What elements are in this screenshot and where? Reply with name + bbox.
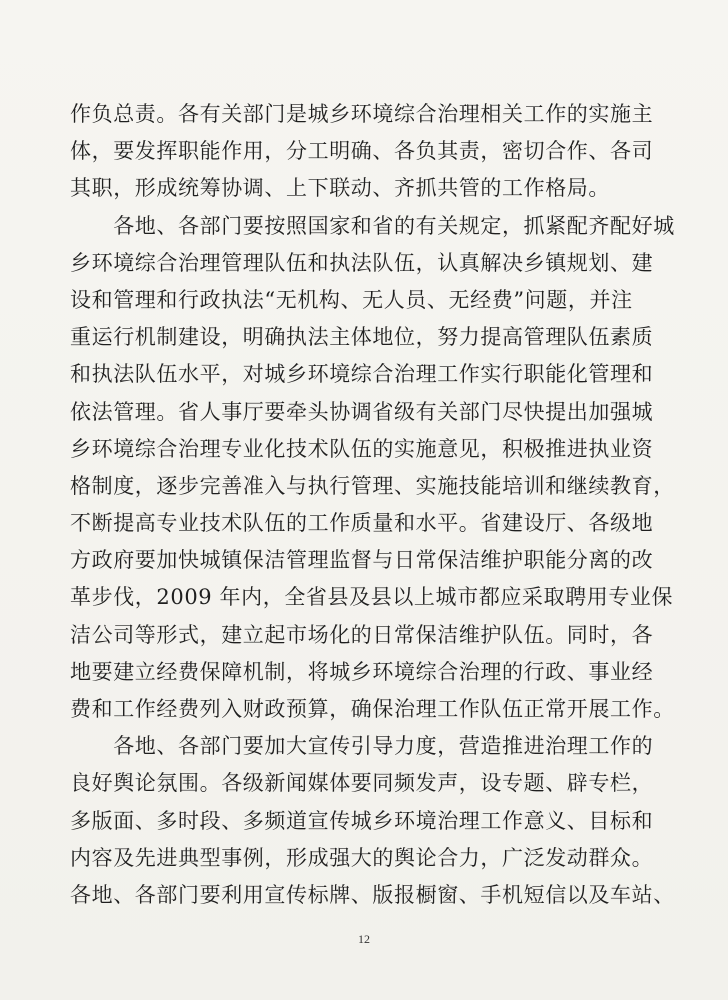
text-line: 革步伐，2009 年内，全省县及县以上城市都应采取聘用专业保 <box>70 585 674 610</box>
text-line: 和执法队伍水平，对城乡环境综合治理工作实行职能化管理和 <box>70 362 654 387</box>
text-line: 乡环境综合治理管理队伍和执法队伍，认真解决乡镇规划、建 <box>70 250 654 275</box>
text-line: 良好舆论氛围。各级新闻媒体要同频发声，设专题、辟专栏， <box>70 771 654 796</box>
text-line: 依法管理。省人事厅要牵头协调省级有关部门尽快提出加强城 <box>70 399 654 424</box>
text-line: 各地、各部门要加大宣传引导力度，营造推进治理工作的 <box>70 734 654 759</box>
text-line: 乡环境综合治理专业化技术队伍的实施意见，积极推进执业资 <box>70 436 654 461</box>
text-line: 洁公司等形式，建立起市场化的日常保洁维护队伍。同时，各 <box>70 622 654 647</box>
text-line: 设和管理和行政执法“无机构、无人员、无经费”问题，并注 <box>70 287 633 312</box>
text-line: 费和工作经费列入财政预算，确保治理工作队伍正常开展工作。 <box>70 697 675 721</box>
text-line: 重运行机制建设，明确执法主体地位，努力提高管理队伍素质 <box>70 325 654 350</box>
text-line: 多版面、多时段、多频道宣传城乡环境治理工作意义、目标和 <box>70 808 654 833</box>
text-line: 体，要发挥职能作用，分工明确、各负其责，密切合作、各司 <box>70 139 654 164</box>
text-line: 地要建立经费保障机制，将城乡环境综合治理的行政、事业经 <box>70 659 654 684</box>
text-line: 内容及先进典型事例，形成强大的舆论合力，广泛发动群众。 <box>70 845 654 870</box>
text-line: 作负总责。各有关部门是城乡环境综合治理相关工作的实施主 <box>70 102 654 126</box>
body-text <box>70 96 675 914</box>
page-number: 12 <box>358 932 370 946</box>
text-line: 其职，形成统筹协调、上下联动、齐抓共管的工作格局。 <box>70 176 610 201</box>
text-line: 格制度，逐步完善准入与执行管理、实施技能培训和继续教育， <box>70 473 675 498</box>
text-line: 方政府要加快城镇保洁管理监督与日常保洁维护职能分离的改 <box>70 548 654 573</box>
text-line: 各地、各部门要利用宣传标牌、版报橱窗、手机短信以及车站、 <box>70 882 675 907</box>
text-line: 不断提高专业技术队伍的工作质量和水平。省建设厅、各级地 <box>70 511 654 536</box>
text-line: 各地、各部门要按照国家和省的有关规定，抓紧配齐配好城 <box>70 213 675 238</box>
